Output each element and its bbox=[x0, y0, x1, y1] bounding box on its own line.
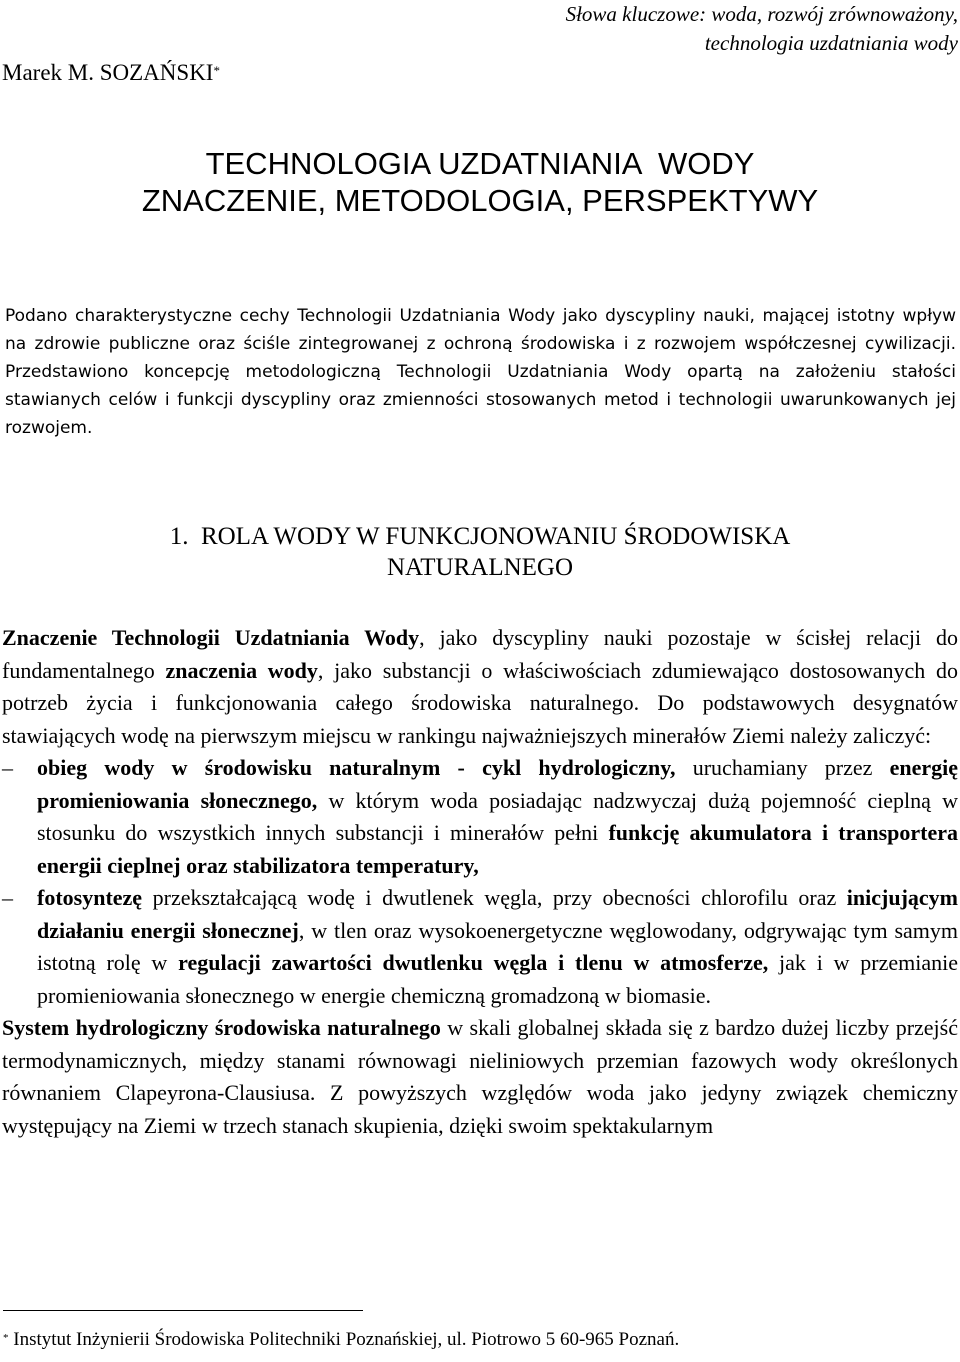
footnote-text: Instytut Inżynierii Środowiska Politechniki Poznańskiej, ul. Piotrowo 5 60-965 Poznań. bbox=[8, 1329, 680, 1350]
keywords-line-1: Słowa kluczowe: woda, rozwój zrównoważony, bbox=[565, 2, 958, 26]
author bbox=[2, 58, 220, 88]
text-run: , jako dyscypliny nauki pozostaje w ścisłej relacji do fundamentalnego bbox=[2, 625, 958, 683]
paper-title-line-2: ZNACZENIE, METODOLOGIA, PERSPEKTYWY bbox=[141, 183, 819, 218]
footnote-divider bbox=[3, 1310, 363, 1311]
text-run: , jako substancji o właściwościach zdumiewająco dostosowanych do potrzeb życia i funkcjonowania całego środowiska naturalnego. Do podstawowych desygnatów stawiających wodę na pierwszym miejscu w rankingu najważniejszych minerałów Ziemi należy zaliczyć: bbox=[2, 657, 959, 748]
bold-phrase: znaczenia wody bbox=[165, 657, 318, 683]
keywords bbox=[566, 0, 958, 58]
dash-bullet: – bbox=[2, 755, 13, 780]
bold-phrase: regulacji zawartości dwutlenku węgla i tlenu w atmosferze, bbox=[178, 950, 769, 975]
paper-title bbox=[0, 145, 960, 219]
footnote-marker: * bbox=[3, 1332, 9, 1344]
footnote bbox=[3, 1327, 679, 1353]
bold-phrase: Znaczenie Technologii Uzdatniania Wody bbox=[2, 625, 420, 650]
section-heading bbox=[0, 521, 960, 583]
bold-phrase: energię promieniowania słonecznego, bbox=[37, 755, 959, 813]
dash-bullet: – bbox=[2, 885, 13, 910]
section-heading-line-2: NATURALNEGO bbox=[386, 554, 574, 581]
keywords-line-2: technologia uzdatniania wody bbox=[704, 31, 958, 55]
text-run: przekształcającą wodę i dwutlenek węgla, przy obecności chlorofilu oraz bbox=[142, 885, 847, 910]
bold-phrase: fotosyntezę bbox=[37, 885, 143, 910]
list-item-photosynthesis bbox=[2, 882, 958, 1012]
bold-phrase: funkcję akumulatora i transportera energii cieplnej oraz stabilizatora temperatury, bbox=[37, 820, 958, 878]
paragraph-1 bbox=[2, 622, 958, 752]
text-run: w którym woda posiadając nadzwyczaj dużą pojemność cieplną w stosunku do wszystkich innych substancji i minerałów pełni bbox=[37, 787, 958, 845]
section-heading-line-1: 1. ROLA WODY W FUNKCJONOWANIU ŚRODOWISKA bbox=[169, 523, 791, 550]
paper-title-line-1: TECHNOLOGIA UZDATNIANIA WODY bbox=[205, 146, 755, 181]
text-run: , w tlen oraz wysokoenergetyczne węglowodany, odgrywając tym samym istotną rolę w bbox=[37, 917, 959, 975]
author-name: Marek M. SOZAŃSKI bbox=[2, 60, 214, 85]
bold-phrase: obieg wody w środowisku naturalnym - cykl hydrologiczny, bbox=[37, 755, 676, 780]
text-run: w skali globalnej składa się z bardzo dużej liczby przejść termodynamicznych, między stanami równowagi nieliniowych przemian fazowych wody określonych równaniem Clapeyrona-Clausiusa. Z powyższych względów woda jako jedyny związek chemiczny występujący na Ziemi w trzech stanach skupienia, dzięki swoim spektakularnym bbox=[2, 1015, 958, 1138]
bold-phrase: System hydrologiczny środowiska naturalnego bbox=[2, 1015, 441, 1040]
body-text bbox=[2, 622, 958, 1142]
text-run: uruchamiany przez bbox=[675, 755, 890, 780]
text-run: jak i w przemianie promieniowania słonecznego w energie chemiczną gromadzoną w biomasie. bbox=[37, 950, 958, 1008]
list-item-water-cycle bbox=[2, 752, 958, 882]
author-footnote-marker: * bbox=[213, 63, 220, 78]
paragraph-2 bbox=[2, 1012, 958, 1142]
bold-phrase: inicjującym działaniu energii słonecznej bbox=[37, 885, 958, 943]
abstract: Podano charakterystyczne cechy Technologii Uzdatniania Wody jako dyscypliny nauki, mającej istotny wpływ na zdrowie publiczne oraz ściśle zintegrowanej z ochroną środowiska i z rozwojem współczesnej cywilizacji. Przedstawiono koncepcję metodologiczną Technologii Uzdatniania Wody opartą na założeniu stałości stawianych celów i funkcji dyscypliny oraz zmienności stosowanych metod i technologii uwarunkowanych jej rozwojem. bbox=[5, 306, 956, 438]
